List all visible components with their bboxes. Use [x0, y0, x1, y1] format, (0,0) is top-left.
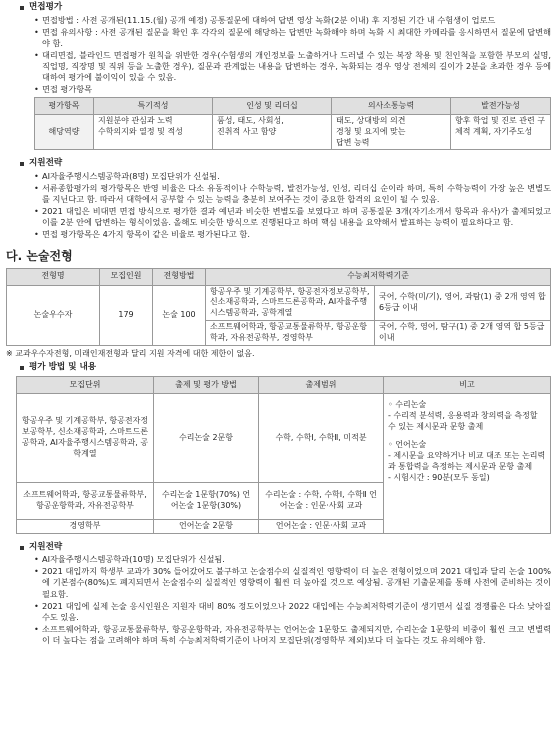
support2-heading: 지원전략 [20, 542, 551, 554]
document-page [0, 2, 557, 741]
remarks-cell: ◦ 수리논술 - 수리적 분석력, 응용력과 창의력을 측정할 수 있는 제시문과 문항 출제 ◦ 언어논술 - 제시문을 요약하거나 비교 대조 또는 논리력과 통합력을 측정하는 제시문과 문항 출제 - 시험시간 : 90분(모두 동일) [384, 393, 551, 533]
table-cell: 국어, 수학, 영어, 탐구(1) 중 2개 영역 합 5등급 이내 [375, 320, 551, 345]
table-header: 특기적성 [94, 98, 213, 115]
support1-heading: 지원전략 [20, 158, 551, 170]
list-item: • 면접방법 : 사전 공개된(11.15.(월) 공개 예정) 공통질문에 대하여 답변 영상 녹화(2분 이내) 후 지정된 기간 내 수험생이 업로드 [34, 15, 551, 26]
table-cell: 언어논술 2문항 [154, 519, 259, 533]
table-cell: 소프트웨어학과, 항공교통물류학부, 항공운항학과, 자유전공학부 [17, 482, 154, 519]
list-item: • 소프트웨어학과, 항공교통물류학부, 항공운항학과, 자유전공학부는 언어논술 1문항도 출제되지만, 수리논술 1문항의 비중이 훨씬 크고 변별력이 더 높다는 점을 고려해야 하며 특히 수능최저학력기준이 나머지 모집단위(경영학부 제외)보다 더 높다는 것도 유의해야 함. [34, 624, 551, 646]
table-header: 출제 및 평가 방법 [154, 376, 259, 393]
table-cell: 소프트웨어학과, 항공교통물류학부, 항공운항학과, 자유전공학부, 경영학부 [206, 320, 375, 345]
table-cell: 논술 100 [153, 285, 206, 345]
list-item: • 2021 대입까지 학생부 교과가 30% 들어갔어도 불구하고 논술점수의 실질적인 영향력이 더 높은 전형이었으며 2021 대입과 달리 논술 100%에 기본점수(80%)도 폐지되면서 논술점수의 실질적인 영향력이 훨씬 더 높아질 것으로 예상됨. 공개된 기출문제를 통해 사전에 준비하는 것이 필요함. [34, 566, 551, 599]
table-header: 모집단위 [17, 376, 154, 393]
table-cell: 항공우주 및 기계공학부, 항공전자정보공학부, 신소재공학과, 스마트드론공학과, AI자율주행시스템공학과, 공학계열 [206, 285, 375, 320]
interview-heading: 면접평가 [20, 2, 551, 14]
section-title: 다. 논술전형 [6, 249, 73, 264]
table-header: 비고 [384, 376, 551, 393]
list-item: • AI자율주행시스템공학과(8명) 모집단위가 신설됨. [34, 171, 551, 182]
list-item: • 대리면접, 블라인드 면접평가 원칙을 위반한 경우(수험생의 개인정보를 노출하거나 드러낼 수 있는 복장 착용 및 친인척을 포함한 부모의 실명, 직업명, 직장명 및 직위 등을 노출한 경우), 질문과 관계없는 내용을 답변하는 경우, 녹화되는 경우 영상 전체의 길이가 2분을 초과한 경우 등에 대하여 평가에 불이익이 있을 수 있음. [34, 50, 551, 83]
square-bullet-icon [20, 546, 24, 550]
table-header: 발전가능성 [451, 98, 551, 115]
table-cell: 지원분야 관심과 노력 수학의지와 열정 및 적성 [94, 115, 213, 150]
list-item: • 면접 평가항목은 4가지 항목이 같은 비율로 평가된다고 함. [34, 229, 551, 240]
table-cell: 수학, 수학Ⅰ, 수학Ⅱ, 미적분 [259, 393, 384, 482]
row-label: 해당역량 [35, 115, 94, 150]
table-cell: 항공우주 및 기계공학부, 항공전자정보공학부, 신소재공학과, 스마트드론공학과, AI자율주행시스템공학과, 공학계열 [17, 393, 154, 482]
table-header: 출제범위 [259, 376, 384, 393]
interview-table [34, 97, 551, 150]
table-cell: 179 [100, 285, 153, 345]
interview-table-wrap [34, 97, 551, 150]
list-item: • 면접 평가항목 [34, 84, 551, 95]
note: ※ 교과우수자전형, 미래인재전형과 달리 지원 자격에 대한 제한이 없음. [6, 348, 255, 358]
table-cell: 논술우수자 [7, 285, 100, 345]
support1-bullets [6, 171, 551, 240]
list-item: • 2021 대입은 비대면 면접 방식으로 평가한 결과 예년과 비슷한 변별도를 보였다고 하며 공통질문 3개(자기소개서 항목과 유사)가 출제되었고 이를 2분 안에 답변하는 형식이었음. 올해도 비슷한 방식으로 진행된다고 하며 핵심 내용을 요약해서 발표하는 능력이 필요하다고 함. [34, 206, 551, 228]
interview-bullets [6, 15, 551, 95]
table-cell: 경영학부 [17, 519, 154, 533]
square-bullet-icon [20, 162, 24, 166]
table-cell: 국어, 수학(미/기), 영어, 과탐(1) 중 2개 영역 합 6등급 이내 [375, 285, 551, 320]
eval-table-wrap [16, 376, 551, 534]
list-item: • 서류종합평가의 평가항목은 반영 비율은 다소 유동적이나 수학능력, 발전가능성, 인성, 리더십 순이라 하며, 특히 수학능력이 가장 높은 변별도를 지닌다고 함. 따라서 대학에서 공부할 수 있는 능력을 충분히 보여주는 것이 중요한 합격의 요인이 될 수 있음. [34, 183, 551, 205]
table-header: 평가항목 [35, 98, 94, 115]
list-item: • 면접 유의사항 : 사전 공개된 질문을 확인 후 각각의 질문에 해당하는 답변만 녹화해야 하며 녹화 시 최대한 카메라를 응시하면서 질문에 답변해야 함. [34, 27, 551, 49]
table-cell: 태도, 상대방의 의견 경청 및 요지에 맞는 답변 능력 [332, 115, 451, 150]
table-header: 전형명 [7, 268, 100, 285]
nonsul-table [6, 268, 551, 346]
table-header: 전형방법 [153, 268, 206, 285]
table-cell: 수리논술 2문항 [154, 393, 259, 482]
table-header: 수능최저학력기준 [206, 268, 551, 285]
table-cell: 수리논술 1문항(70%) 언어논술 1문항(30%) [154, 482, 259, 519]
list-item: • 2021 대입에 실제 논술 응시인원은 지원자 대비 80% 정도이었으나 2022 대입에는 수능최저학력기준이 생기면서 실질 경쟁률은 다소 낮아질 수도 있음. [34, 601, 551, 623]
table-cell: 향후 학업 및 진로 관련 구체적 계획, 자기주도성 [451, 115, 551, 150]
table-cell: 품성, 태도, 사회성, 진취적 사고 함양 [213, 115, 332, 150]
table-cell: 언어논술 : 인문·사회 교과 [259, 519, 384, 533]
list-item: • AI자율주행시스템공학과(10명) 모집단위가 신설됨. [34, 554, 551, 565]
support2-bullets [6, 554, 551, 646]
table-header: 인성 및 리더십 [213, 98, 332, 115]
square-bullet-icon [20, 6, 24, 10]
table-header: 모집인원 [100, 268, 153, 285]
table-cell: 수리논술 : 수학, 수학Ⅰ, 수학Ⅱ 언어논술 : 인문·사회 교과 [259, 482, 384, 519]
eval-heading: 평가 방법 및 내용 [20, 362, 551, 374]
square-bullet-icon [20, 366, 24, 370]
eval-table [16, 376, 551, 534]
table-header: 의사소통능력 [332, 98, 451, 115]
